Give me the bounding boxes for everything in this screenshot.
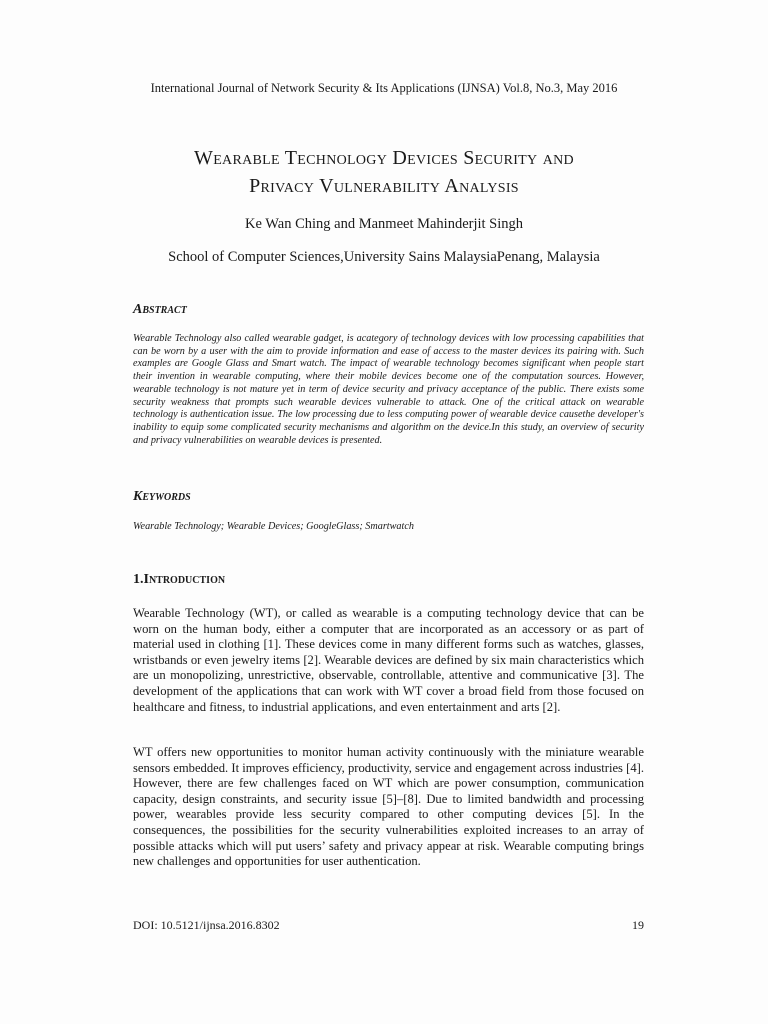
abstract-text: Wearable Technology also called wearable gadget, is acategory of technology devices with low processing capabilities that can be worn by a user with the aim to provide information and ease of access to the master devices its pairing with. Such examples are Google Glass and Smart watch. The impact of wearable technology becomes significant when people start their invention in wearable computing, where their mobile devices become one of the computation sources. However, wearable technology is not mature yet in term of device security and privacy acceptance of the public. There exists some security weakness that prompts such wearable devices vulnerable to attack. One of the critical attack on wearable technology is authentication issue. The low processing due to less computing power of wearable device causethe developer's inability to equip some complicated security mechanisms and algorithm on the device.In this study, an overview of security and privacy vulnerabilities on wearable devices is presented. [133, 333, 644, 446]
paper-title-line-1: Wearable Technology Devices Security and [194, 147, 574, 169]
authors: Ke Wan Ching and Manmeet Mahinderjit Singh [244, 216, 524, 232]
paper-title [60, 144, 708, 200]
introduction-paragraph-1: Wearable Technology (WT), or called as wearable is a computing technology device that can be worn on the human body, either a computer that are incorporated as an accessory or as part of material used in clothing [1]. These devices come in many different forms such as watches, glasses, wristbands or even jewelry items [2]. Wearable devices are defined by six main characteristics which are un monopolizing, unrestrictive, observable, controllable, attentive and communicative [3]. The development of the applications that can work with WT cover a broad field from those focused on healthcare and fitness, to industrial applications, and even entertainment and arts [2]. [133, 606, 644, 714]
affiliation: School of Computer Sciences,University Sains MalaysiaPenang, Malaysia [168, 249, 600, 265]
page-number: 19 [632, 918, 644, 932]
introduction-paragraph-2: WT offers new opportunities to monitor human activity continuously with the miniature wearable sensors embedded. It improves efficiency, productivity, service and engagement across industries [4]. However, there are few challenges faced on WT which are power consumption, communication capacity, design constraints, and security issue [5]–[8]. Due to limited bandwidth and processing power, wearables provide less security compared to other computing devices [5]. In the consequences, the possibilities for the security vulnerabilities exploited increases to an array of possible attacks which will put users’ safety and privacy appear at risk. Wearable computing brings new challenges and opportunities for user authentication. [133, 745, 644, 869]
keywords-heading: Keywords [133, 489, 191, 504]
footer-doi: DOI: 10.5121/ijnsa.2016.8302 [133, 918, 280, 932]
abstract-heading: Abstract [133, 302, 187, 317]
introduction-heading: 1.Introduction [133, 572, 226, 587]
journal-header: International Journal of Network Security & Its Applications (IJNSA) Vol.8, No.3, May 2016 [150, 81, 618, 95]
keywords-text: Wearable Technology; Wearable Devices; GoogleGlass; Smartwatch [133, 521, 414, 532]
paper-title-line-2: Privacy Vulnerability Analysis [249, 175, 519, 197]
